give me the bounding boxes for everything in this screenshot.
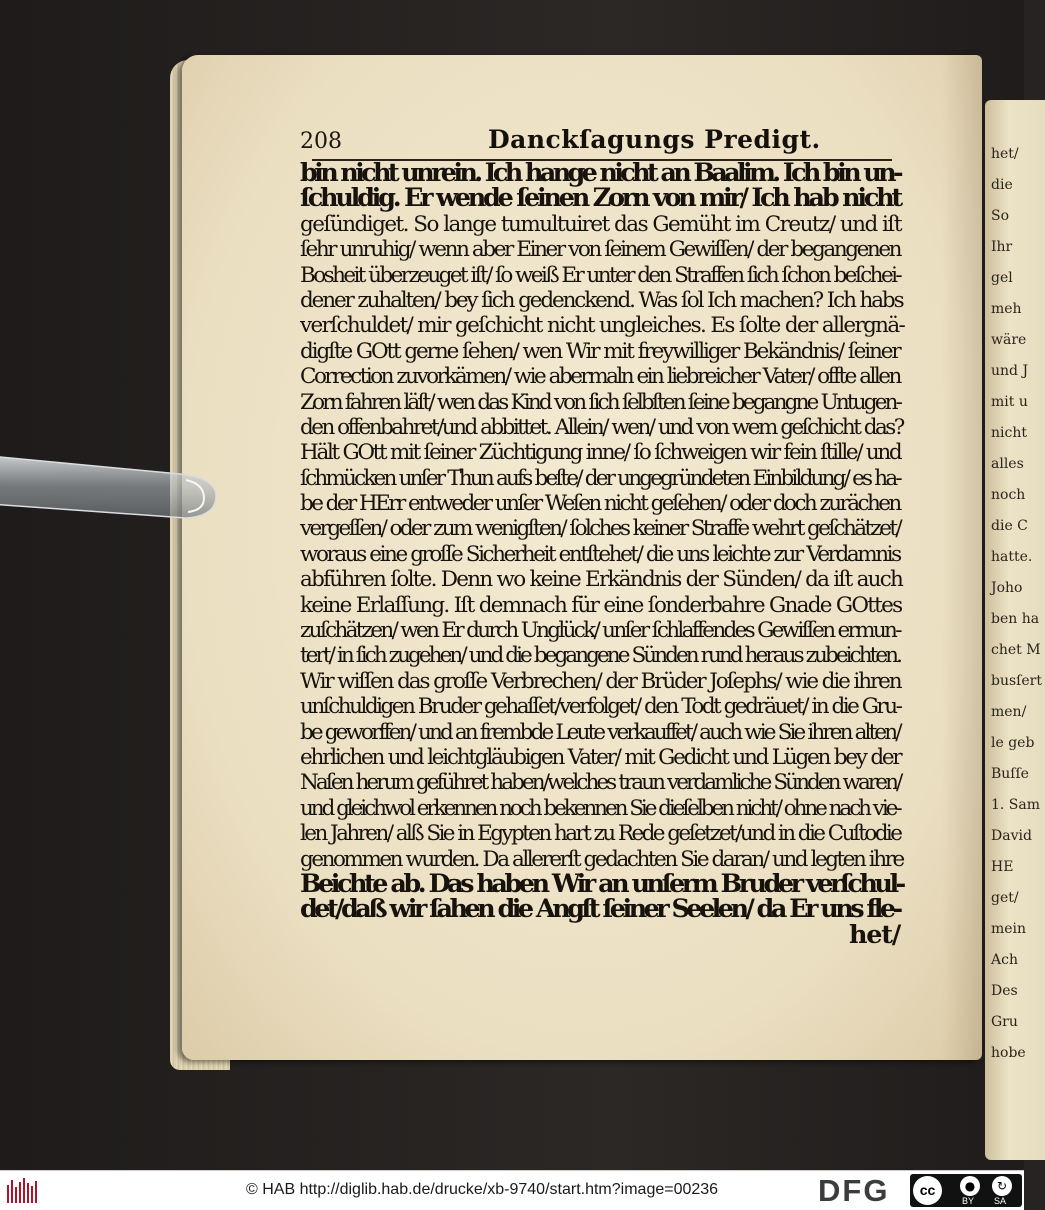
text-line: abführen ſolte. Denn wo keine Erkändnis der Sünden/ da iſt auch [300, 567, 903, 593]
next-page-fragment: Des [991, 983, 1018, 999]
next-page-fragment: get/ [991, 890, 1019, 906]
next-page-fragment: chet M [991, 642, 1041, 658]
text-line: ſchmücken unſer Thun aufs beſte/ der ungegründeten Einbildung/ es ha- [300, 465, 900, 491]
text-line: Zorn fahren läſt/ wen das Kind von ſich ſelbſten ſeine begangne Untugen- [300, 389, 901, 415]
ownership-bar [0, 1170, 1024, 1210]
next-page-fragment: die C [991, 518, 1028, 534]
text-line: Bosheit überzeuget iſt/ ſo weiß Er unter den Straffen ſich ſchon beſchei- [300, 262, 901, 288]
text-line: bin nicht unrein. Ich hange nicht an Baalim. Ich bin un- [300, 158, 900, 188]
book-page [182, 55, 982, 1060]
text-line: keine Erlaſſung. Iſt demnach für eine ſonderbahre Gnade GOttes [300, 592, 902, 618]
next-page-fragment: le geb [991, 735, 1035, 751]
next-page-fragment: men/ [991, 704, 1027, 720]
next-page-fragment: wäre [991, 332, 1027, 348]
text-line: woraus eine groſſe Sicherheit entſtehet/ die uns leichte zur Verdamnis [300, 541, 900, 567]
text-line: zuſchätzen/ wen Er durch Unglück/ unſer ſchlaffendes Gewiſſen ermun- [300, 618, 900, 644]
text-line: den offenbahret/und abbittet. Allein/ wen/ und von wem geſchicht das? [300, 414, 903, 440]
next-page-fragment: die [991, 177, 1013, 193]
next-page-fragment: Buſſe [991, 766, 1029, 782]
dfg-logo: DFG [818, 1173, 890, 1208]
next-page-fragment: 1. Sam [991, 797, 1041, 813]
page-header [300, 125, 960, 159]
text-line: dener zuhalten/ bey ſich gedenckend. Was ſol Ich machen? Ich habs [300, 287, 903, 313]
next-page-fragment: het/ [991, 146, 1019, 162]
text-line: digſte GOtt gerne ſehen/ wen Wir mit freywilliger Bekändnis/ ſeiner [300, 338, 900, 364]
text-line: ehrlichen und leichtgläubigen Vater/ mit Gedicht und Lügen bey der [300, 744, 901, 770]
next-page-fragment: David [991, 828, 1032, 844]
copyright-link[interactable]: © HAB http://diglib.hab.de/drucke/xb-9740/start.htm?image=00236 [246, 1181, 719, 1198]
sa-label: SA [994, 1196, 1007, 1206]
text-line: Wir wiſſen das groſſe Verbrechen/ der Brüder Joſephs/ wie die ihren [300, 668, 901, 694]
next-page-fragment: Gru [991, 1014, 1018, 1030]
page-gutter-shadow [942, 55, 982, 1060]
by-person-icon: ● [960, 1176, 980, 1196]
text-line: Beichte ab. Das haben Wir an unſerm Bruder verſchul- [300, 868, 903, 899]
text-line: vergeſſen/ oder zum wenigſten/ ſolches keiner Straffe wehrt geſchätzet/ [300, 516, 901, 542]
next-page-fragment: gel [991, 270, 1013, 286]
cc-license-badge[interactable] [910, 1174, 1022, 1207]
next-page-fragment: So [991, 208, 1010, 224]
next-page-fragment: ben ha [991, 611, 1040, 627]
text-line: det/daß wir ſahen die Angſt ſeiner Seelen/ da Er uns fle- [300, 894, 900, 925]
next-page-fragment: hatte. [991, 549, 1033, 565]
text-line: be geworffen/ und an frembde Leute verkauffet/ auch wie Sie ihren alten/ [300, 719, 900, 745]
text-line: verſchuldet/ mir geſchicht nicht ungleiches. Es ſolte der allergnä- [300, 313, 905, 339]
text-line: tert/ in ſich zugehen/ und die begangene Sünden rund heraus zubeichten. [300, 643, 901, 669]
page-number: 208 [300, 129, 342, 154]
next-page-fragment: Joho [991, 580, 1023, 596]
next-page-fragment: mein [991, 921, 1027, 937]
text-line: geſündiget. So lange tumultuiret das Gemüht im Creutz/ und iſt [300, 211, 901, 237]
text-line: ſchuldig. Er wende ſeinen Zorn von mir/ Ich hab nicht [300, 183, 900, 214]
next-page-fragment: Ihr [991, 239, 1013, 255]
text-line: Naſen herum geführet haben/welches traun verdamliche Sünden waren/ [300, 770, 901, 796]
next-page-fragment: meh [991, 301, 1022, 317]
body-text [300, 158, 905, 950]
next-page-fragment: Ach [991, 952, 1018, 968]
text-line: ſehr unruhig/ wenn aber Einer von ſeinem Gewiſſen/ der begangenen [300, 237, 901, 263]
next-page-edge [985, 100, 1045, 1160]
next-page-fragment: nicht [991, 425, 1027, 441]
running-head: Danckſagungs Predigt. [488, 125, 821, 154]
text-line: len Jahren/ alß Sie in Egypten hart zu Rede geſetzet/und in die Cuſtodie [300, 821, 901, 847]
by-label: BY [962, 1196, 975, 1206]
text-line: Hält GOtt mit ſeiner Züchtigung inne/ ſo ſchweigen wir fein ſtille/ und [300, 440, 901, 466]
page-clip-holder [0, 452, 220, 522]
text-line: genommen wurden. Da allererſt gedachten Sie daran/ und legten ihre [300, 846, 903, 872]
text-line: und gleichwol erkennen noch bekennen Sie dieſelben nicht/ ohne nach vie- [300, 795, 900, 821]
next-page-fragment: HE [991, 859, 1014, 875]
cc-icon: cc [913, 1176, 942, 1205]
text-line: be der HErr entweder unſer Weſen nicht geſehen/ oder doch zurächen [300, 491, 900, 517]
next-page-fragment: und J [991, 363, 1029, 379]
text-line: unſchuldigen Bruder gehaſſet/verfolget/ den Todt gedräuet/ in die Gru- [300, 694, 901, 720]
next-page-fragment: alles [991, 456, 1024, 472]
text-line: Correction zuvorkämen/ wie abermaln ein liebreicher Vater/ offte allen [300, 364, 900, 390]
sa-share-icon: ↻ [992, 1176, 1012, 1196]
next-page-fragment: hobe [991, 1045, 1026, 1061]
text-line: het/ [848, 919, 900, 950]
next-page-fragment: mit u [991, 394, 1028, 410]
next-page-fragment: noch [991, 487, 1026, 503]
hab-logo-icon [6, 1177, 40, 1204]
next-page-fragment: busſert [991, 673, 1042, 689]
